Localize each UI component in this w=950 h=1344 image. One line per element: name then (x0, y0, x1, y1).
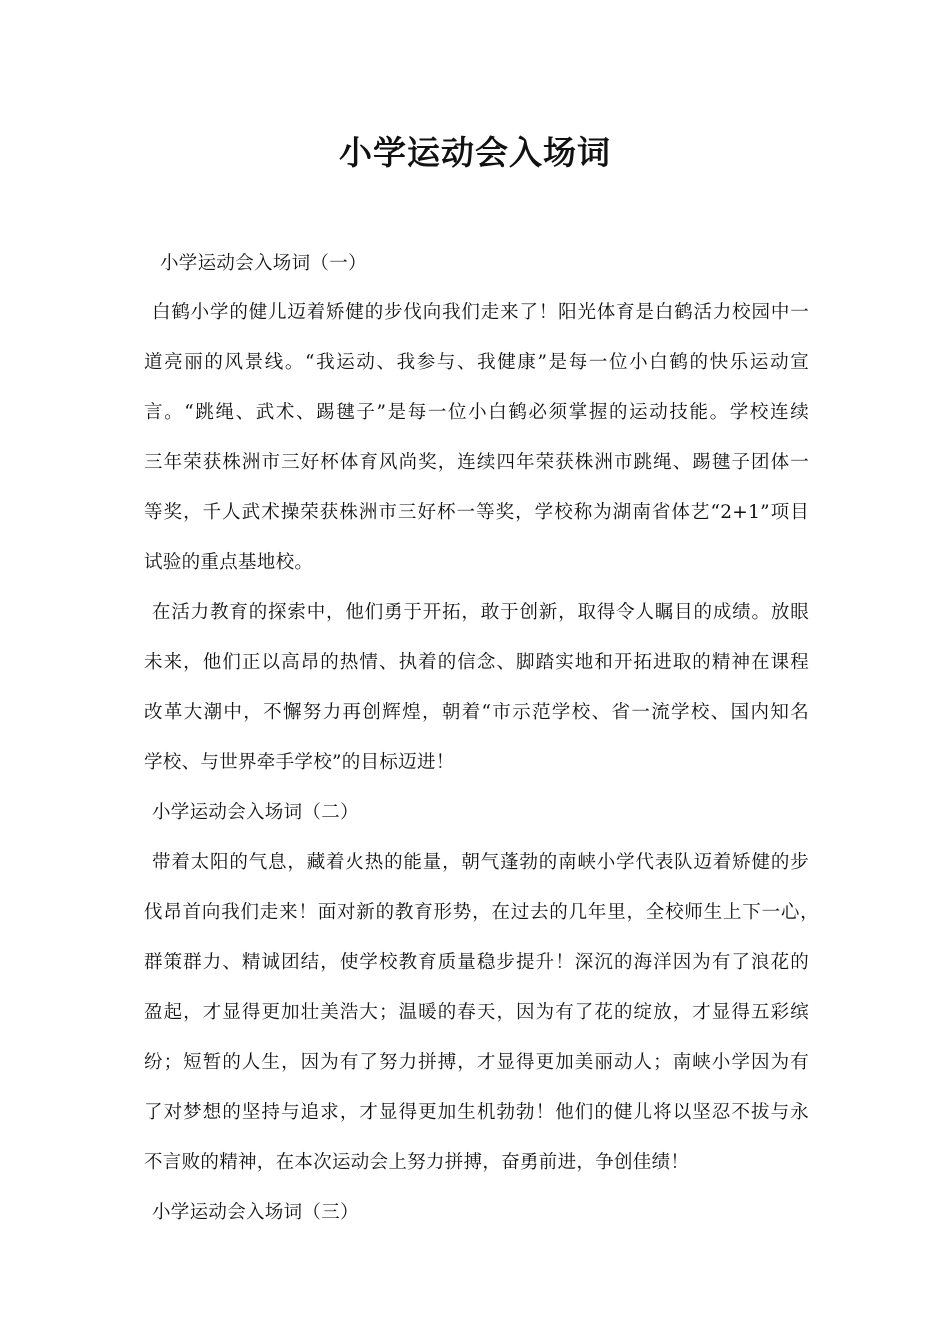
paragraph-line: 群策群力、精诚团结，使学校教育质量稳步提升！深沉的海洋因为有了浪花的 (144, 952, 809, 973)
paragraph-line: 在活力教育的探索中，他们勇于开拓，敢于创新，取得令人瞩目的成绩。放眼 (152, 602, 809, 623)
paragraph-line: 了对梦想的坚持与追求，才显得更加生机勃勃！他们的健儿将以坚忍不拔与永 (144, 1102, 809, 1123)
paragraph-line: 带着太阳的气息，藏着火热的能量，朝气蓬勃的南峡小学代表队迈着矫健的步 (152, 852, 809, 873)
paragraph-line: 学校、与世界牵手学校”的目标迈进！ (144, 752, 455, 773)
paragraph-line: 未来，他们正以高昂的热情、执着的信念、脚踏实地和开拓进取的精神在课程 (144, 652, 809, 673)
paragraph-line: 盈起，才显得更加壮美浩大；温暖的春天，因为有了花的绽放，才显得五彩缤 (144, 1002, 809, 1023)
paragraph-line: 言。“跳绳、武术、踢毽子”是每一位小白鹤必须掌握的运动技能。学校连续 (144, 402, 809, 423)
paragraph-line: 改革大潮中，不懈努力再创辉煌，朝着“市示范学校、省一流学校、国内知名 (144, 702, 809, 723)
section-heading: 小学运动会入场词（一） (160, 253, 367, 274)
section-heading: 小学运动会入场词（三） (152, 1202, 359, 1223)
paragraph-line: 白鹤小学的健儿迈着矫健的步伐向我们走来了！阳光体育是白鹤活力校园中一 (152, 302, 809, 323)
paragraph-line: 试验的重点基地校。 (144, 552, 314, 573)
page-title: 小学运动会入场词 (339, 133, 611, 172)
paragraph-line: 三年荣获株洲市三好杯体育风尚奖，连续四年荣获株洲市跳绳、踢毽子团体一 (144, 452, 809, 473)
section-heading: 小学运动会入场词（二） (152, 802, 359, 823)
paragraph-line: 不言败的精神，在本次运动会上努力拼搏，奋勇前进，争创佳绩！ (144, 1152, 690, 1173)
paragraph-line: 纷；短暂的人生，因为有了努力拼搏，才显得更加美丽动人；南峡小学因为有 (144, 1052, 809, 1073)
paragraph-line: 等奖，千人武术操荣获株洲市三好杯一等奖，学校称为湖南省体艺“2+1”项目 (144, 502, 809, 523)
paragraph-line: 伐昂首向我们走来！面对新的教育形势，在过去的几年里，全校师生上下一心， (144, 902, 819, 923)
paragraph-line: 道亮丽的风景线。“我运动、我参与、我健康”是每一位小白鹤的快乐运动宣 (144, 352, 809, 373)
